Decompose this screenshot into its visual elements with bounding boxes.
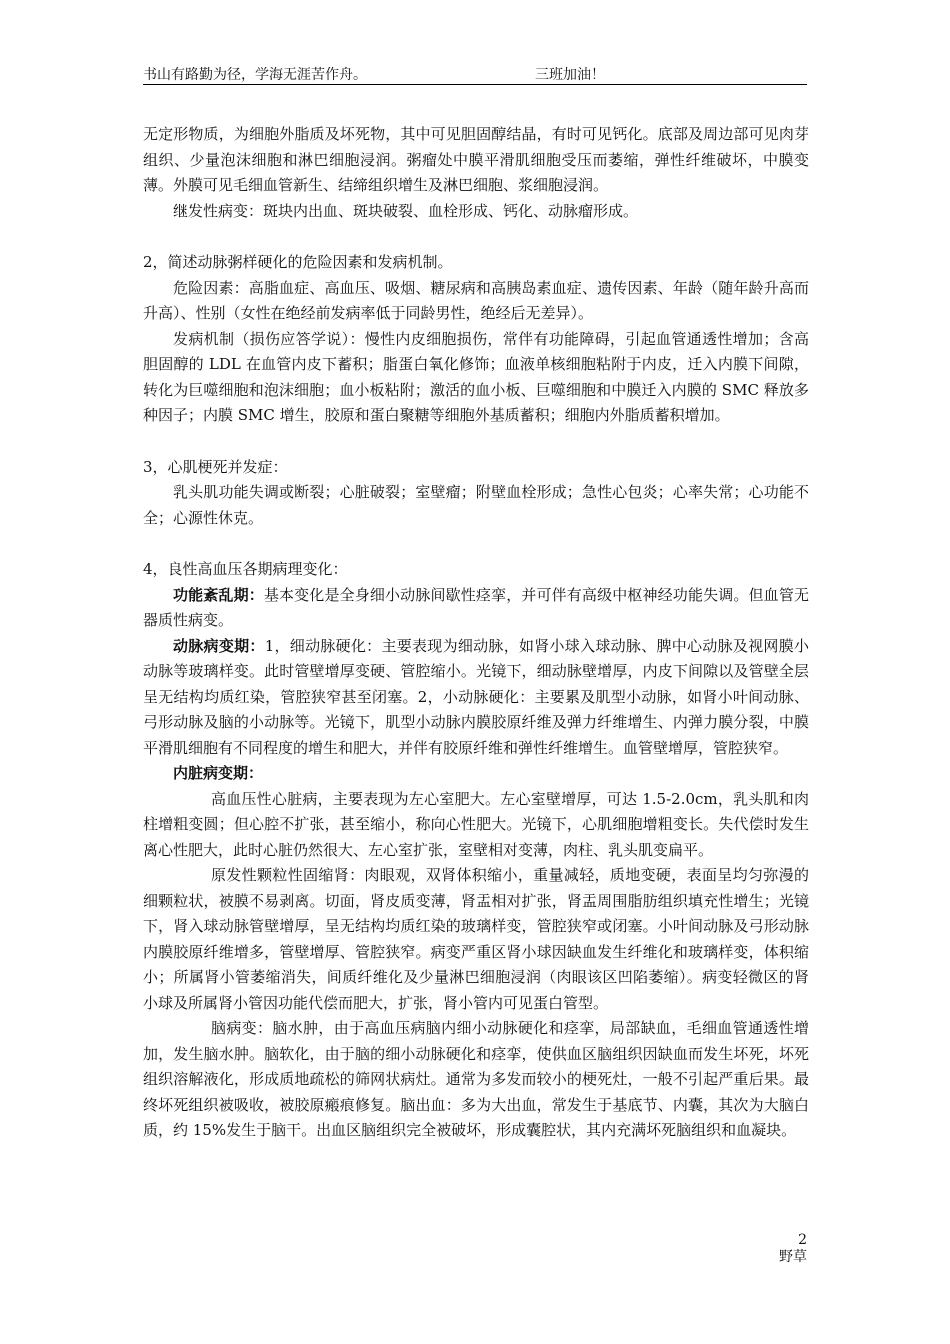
- functional-stage-label: 功能紊乱期：: [173, 585, 264, 604]
- paragraph-functional-stage: [143, 583, 809, 634]
- header-class-note: 三班加油！: [535, 67, 605, 83]
- paragraph-mi-complications: 乳头肌功能失调或断裂；心脏破裂；室壁瘤；附壁血栓形成；急性心包炎；心率失常；心功能不全；心源性休克。: [143, 483, 809, 527]
- header-motto: 书山有路勤为径，学海无涯苦作舟。: [143, 67, 367, 83]
- page-footer: [779, 1232, 807, 1266]
- paragraph-organ-stage: [143, 761, 809, 787]
- paragraph-arterial-stage: [143, 634, 809, 762]
- page-number: 2: [798, 1232, 807, 1248]
- question-4-title: 4，良性高血压各期病理变化：: [143, 560, 348, 578]
- functional-stage-text: 基本变化是全身细小动脉间歇性痉挛，并可伴有高级中枢神经功能失调。但血管无器质性病变。: [143, 585, 809, 629]
- paragraph-pathogenesis: 发病机制（损伤应答学说）：慢性内皮细胞损伤，常伴有功能障碍，引起血管通透性增加；含高胆固醇的 LDL 在血管内皮下蓄积；脂蛋白氧化修饰；血液单核细胞粘附于内皮，迁入内膜下间隙，转化为巨噬细胞和泡沫细胞；血小板粘附；激活的血小板、巨噬细胞和中膜迁入内膜的 SMC 释放多种因子；内膜 SMC 增生，胶原和蛋白聚糖等细胞外基质蓄积；细胞内外脂质蓄积增加。: [143, 329, 809, 424]
- arterial-stage-text: 1，细动脉硬化：主要表现为细动脉，如肾小球入球动脉、脾中心动脉及视网膜小动脉等玻璃样变。此时管壁增厚变硬、管腔缩小。光镜下，细动脉壁增厚，内皮下间隙以及管壁全层呈无结构均质红染，管腔狭窄甚至闭塞。2，小动脉硬化：主要累及肌型小动脉，如肾小叶间动脉、弓形动脉及脑的小动脉等。光镜下，肌型小动脉内膜胶原纤维及弹力纤维增生、内弹力膜分裂，中膜平滑肌细胞有不同程度的增生和肥大，并伴有胶原纤维和弹性纤维增生。血管壁增厚，管腔狭窄。: [143, 636, 809, 757]
- paragraph-atheroma-structure: 无定形物质，为细胞外脂质及坏死物，其中可见胆固醇结晶，有时可见钙化。底部及周边部可见肉芽组织、少量泡沫细胞和淋巴细胞浸润。粥瘤处中膜平滑肌细胞受压而萎缩，弹性纤维破坏，中膜变薄。外膜可见毛细血管新生、结缔组织增生及淋巴细胞、浆细胞浸润。: [143, 125, 809, 194]
- paragraph-brain-lesion: 脑病变：脑水肿，由于高血压病脑内细小动脉硬化和痉挛，局部缺血，毛细血管通透性增加，发生脑水肿。脑软化，由于脑的细小动脉硬化和痉挛，使供血区脑组织因缺血而发生坏死，坏死组织溶解液化，形成质地疏松的筛网状病灶。通常为多发而较小的梗死灶，一般不引起严重后果。最终坏死组织被吸收，被胶原瘢痕修复。脑出血：多为大出血，常发生于基底节、内囊，其次为大脑白质，约 15%发生于脑干。出血区脑组织完全被破坏，形成囊腔状，其内充满坏死脑组织和血凝块。: [143, 1019, 809, 1139]
- organ-stage-label: 内脏病变期：: [173, 764, 264, 782]
- paragraph-heart-lesion: 高血压性心脏病，主要表现为左心室肥大。左心室壁增厚，可达 1.5-2.0cm，乳头肌和肉柱增粗变圆；但心腔不扩张，甚至缩小，称向心性肥大。光镜下，心肌细胞增粗变长。失代偿时发生离心性肥大，此时心脏仍然很大、左心室扩张，室壁相对变薄，肉柱、乳头肌变扁平。: [143, 789, 809, 859]
- paragraph-risk-factors: 危险因素：高脂血症、高血压、吸烟、糖尿病和高胰岛素血症、遗传因素、年龄（随年龄升高而升高）、性别（女性在绝经前发病率低于同龄男性，绝经后无差异）。: [143, 278, 809, 322]
- question-2-title: 2，简述动脉粥样硬化的危险因素和发病机制。: [143, 253, 453, 271]
- arterial-stage-label: 动脉病变期：: [173, 636, 265, 655]
- page-header: [143, 62, 807, 85]
- paragraph-kidney-lesion: 原发性颗粒性固缩肾：肉眼观，双肾体积缩小，重量减轻，质地变硬，表面呈均匀弥漫的细颗粒状，被膜不易剥离。切面，肾皮质变薄，肾盂相对扩张，肾盂周围脂肪组织填充性增生；光镜下，肾入球动脉管壁增厚，呈无结构均质红染的玻璃样变，管腔狭窄或闭塞。小叶间动脉及弓形动脉内膜胶原纤维增多，管壁增厚、管腔狭窄。病变严重区肾小球因缺血发生纤维化和玻璃样变，体积缩小；所属肾小管萎缩消失，间质纤维化及少量淋巴细胞浸润（肉眼该区凹陷萎缩）。病变轻微区的肾小球及所属肾小管因功能代偿而肥大，扩张，肾小管内可见蛋白管型。: [143, 866, 809, 1012]
- footer-signature: 野草: [779, 1249, 807, 1265]
- document-body: [143, 122, 809, 1144]
- question-3-title: 3，心肌梗死并发症：: [143, 457, 288, 476]
- paragraph-secondary-lesions: 继发性病变：斑块内出血、斑块破裂、血栓形成、钙化、动脉瘤形成。: [173, 201, 639, 220]
